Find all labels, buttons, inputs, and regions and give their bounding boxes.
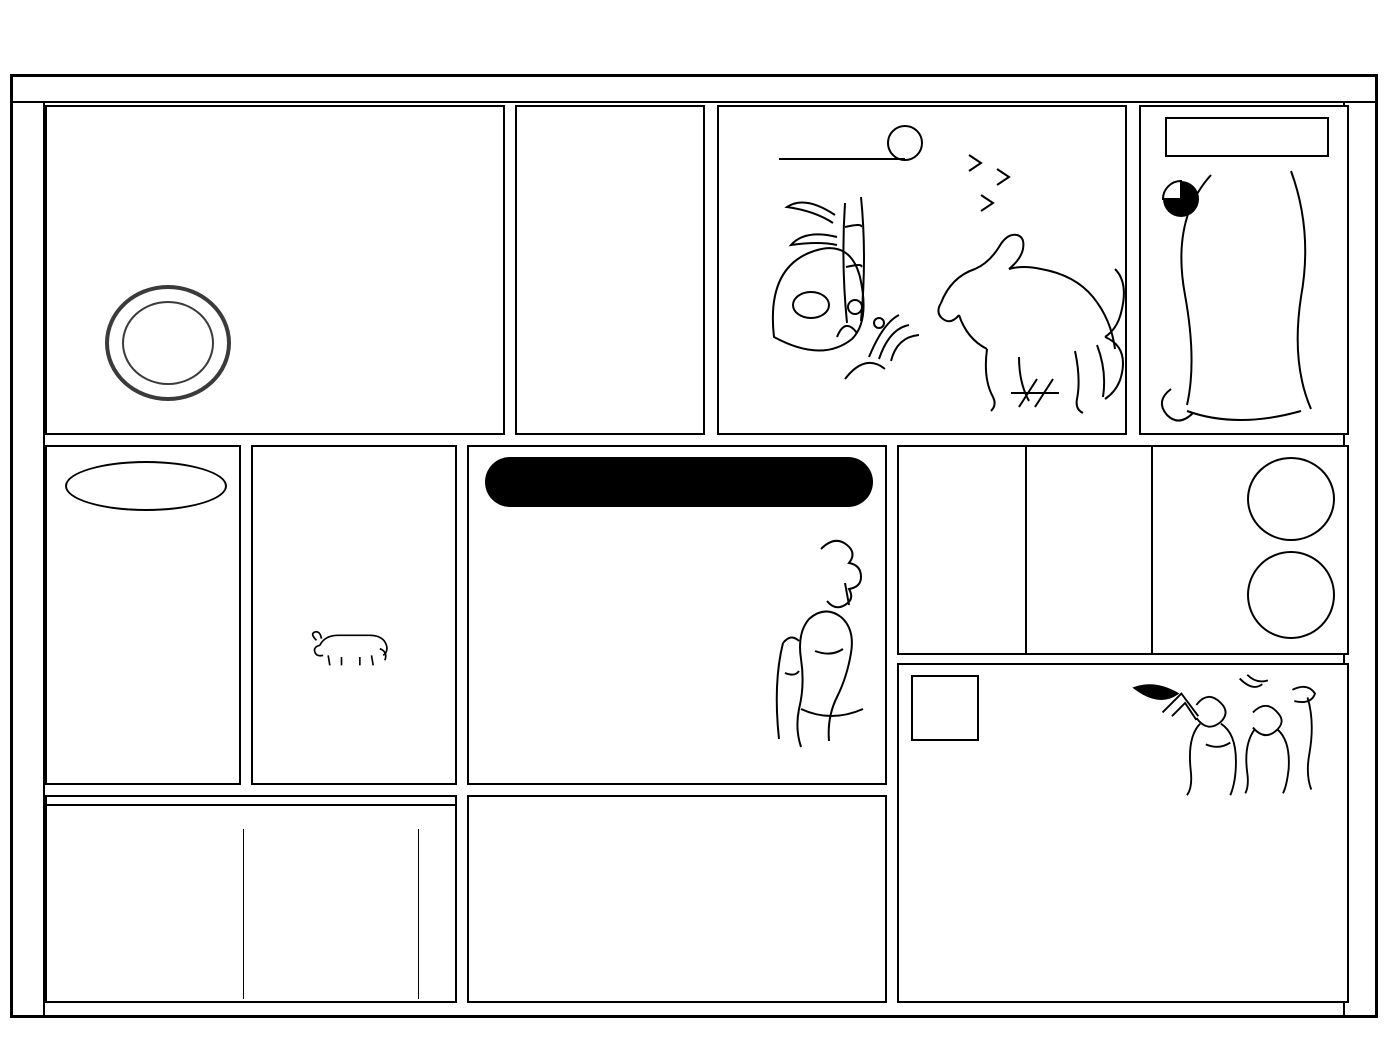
scholars-illustration-icon — [1099, 671, 1339, 799]
results-divider-2 — [418, 829, 419, 999]
masthead — [10, 14, 1378, 72]
poem-panel — [251, 445, 457, 785]
dadan-divider — [1025, 447, 1027, 653]
ox-silhouette-icon — [299, 627, 409, 667]
lucky-row — [517, 209, 703, 253]
special-code-row — [47, 525, 239, 569]
results-divider-1 — [243, 829, 244, 999]
xun-ma-tu-illustration-icon — [1141, 161, 1347, 431]
jie-hua-title — [911, 675, 979, 741]
mark-six-top-strip — [13, 77, 1375, 103]
seal-text — [122, 301, 214, 385]
stat-circle-2 — [1247, 551, 1335, 639]
page-content — [45, 105, 1343, 991]
ox-icon — [253, 627, 455, 676]
illustration-panel-horse — [717, 105, 1127, 435]
horse-illustration-icon — [719, 107, 1125, 433]
lucky-numbers-panel — [515, 105, 705, 435]
lucky-grid — [517, 165, 703, 297]
special-code-row — [47, 569, 239, 613]
da-dan-panel — [897, 445, 1349, 655]
special-code-panel — [45, 445, 241, 785]
ba-xian-panel — [467, 795, 887, 1003]
ling-ma-panel — [467, 445, 887, 785]
logo-panel — [45, 105, 505, 435]
mark-six-left-strip — [13, 103, 45, 1015]
special-code-numbers — [47, 525, 239, 613]
stat-circle-1 — [1247, 457, 1335, 541]
lucky-row — [517, 253, 703, 297]
immortal-illustration-icon — [749, 523, 879, 773]
page-frame — [10, 74, 1378, 1018]
recent-results-title — [47, 801, 455, 806]
special-code-title — [65, 461, 227, 511]
ling-ma-banner — [485, 457, 873, 507]
xun-ma-tu-panel — [1139, 105, 1349, 435]
lucky-row — [517, 165, 703, 209]
recent-results-panel — [45, 795, 457, 1003]
xun-ma-tu-title — [1165, 117, 1329, 157]
dadan-stats — [1151, 447, 1347, 653]
jie-hua-panel — [897, 663, 1349, 1003]
seal-stamp-icon — [105, 285, 231, 401]
